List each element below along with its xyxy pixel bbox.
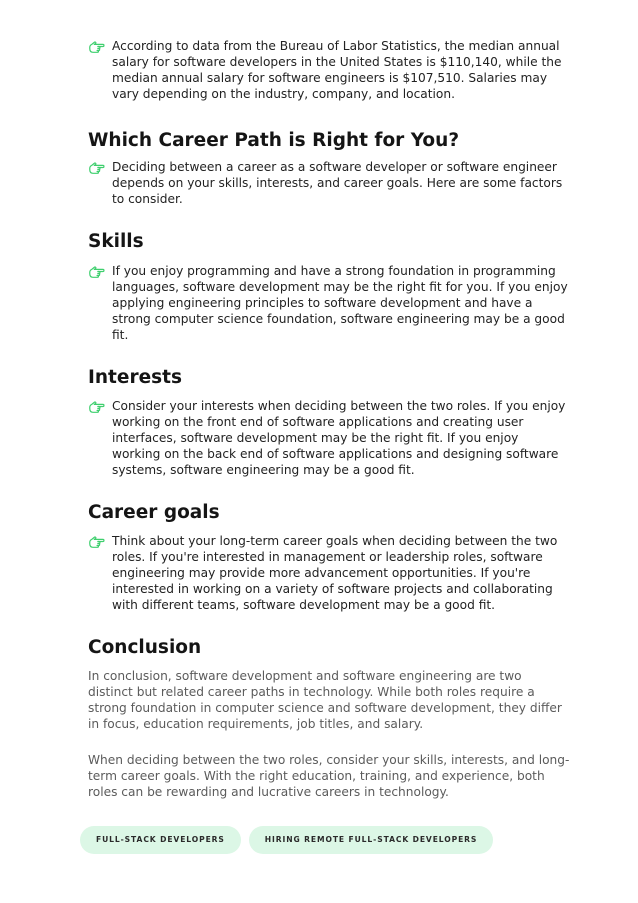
- bullet-text: Deciding between a career as a software developer or software engineer depends on your skills, interests, and career goals. Here are some factors to consider.: [112, 160, 563, 206]
- pointing-hand-icon: [88, 39, 105, 54]
- bullet-career-goals: [88, 533, 570, 613]
- tag-hiring-remote-full-stack-developers[interactable]: HIRING REMOTE FULL-STACK DEVELOPERS: [249, 826, 494, 854]
- bullet-career-path: [88, 159, 570, 207]
- section-heading-interests: Interests: [88, 367, 182, 388]
- conclusion-paragraph-1: In conclusion, software development and software engineering are two distinct but related career paths in technology. While both roles require a strong foundation in computer science and software development, they differ in focus, education requirements, job titles, and salary.: [88, 669, 562, 731]
- conclusion-paragraph-2: When deciding between the two roles, consider your skills, interests, and long-term career goals. With the right education, training, and experience, both roles can be rewarding and lucrative careers in technology.: [88, 753, 570, 799]
- pointing-hand-icon: [88, 264, 105, 279]
- bullet-skills: [88, 263, 570, 343]
- pointing-hand-icon: [88, 160, 105, 175]
- section-heading-skills: Skills: [88, 231, 144, 252]
- bullet-interests: [88, 398, 570, 478]
- section-heading-conclusion: Conclusion: [88, 637, 202, 658]
- section-heading-career-path: Which Career Path is Right for You?: [88, 130, 460, 151]
- tag-full-stack-developers[interactable]: FULL-STACK DEVELOPERS: [80, 826, 241, 854]
- bullet-salary: [88, 38, 570, 102]
- article-body: [88, 38, 570, 800]
- tag-list: [80, 826, 493, 854]
- section-heading-career-goals: Career goals: [88, 502, 220, 523]
- bullet-text: According to data from the Bureau of Labor Statistics, the median annual salary for software developers in the United States is $110,140, while the median annual salary for software engineers is $107,510. Salaries may vary depending on the industry, company, and location.: [112, 39, 562, 101]
- pointing-hand-icon: [88, 534, 105, 549]
- pointing-hand-icon: [88, 399, 105, 414]
- bullet-text: If you enjoy programming and have a strong foundation in programming languages, software development may be the right fit for you. If you enjoy applying engineering principles to software development and have a strong computer science foundation, software engineering may be a good fit.: [112, 264, 568, 342]
- bullet-text: Consider your interests when deciding between the two roles. If you enjoy working on the front end of software applications and creating user interfaces, software development may be the right fit. If you enjoy working on the back end of software applications and designing software systems, software engineering may be a good fit.: [112, 399, 566, 477]
- bullet-text: Think about your long-term career goals when deciding between the two roles. If you're interested in management or leadership roles, software engineering may provide more advancement opportunities. If you're interested in working on a variety of software projects and collaborating with different teams, software development may be a good fit.: [112, 534, 558, 612]
